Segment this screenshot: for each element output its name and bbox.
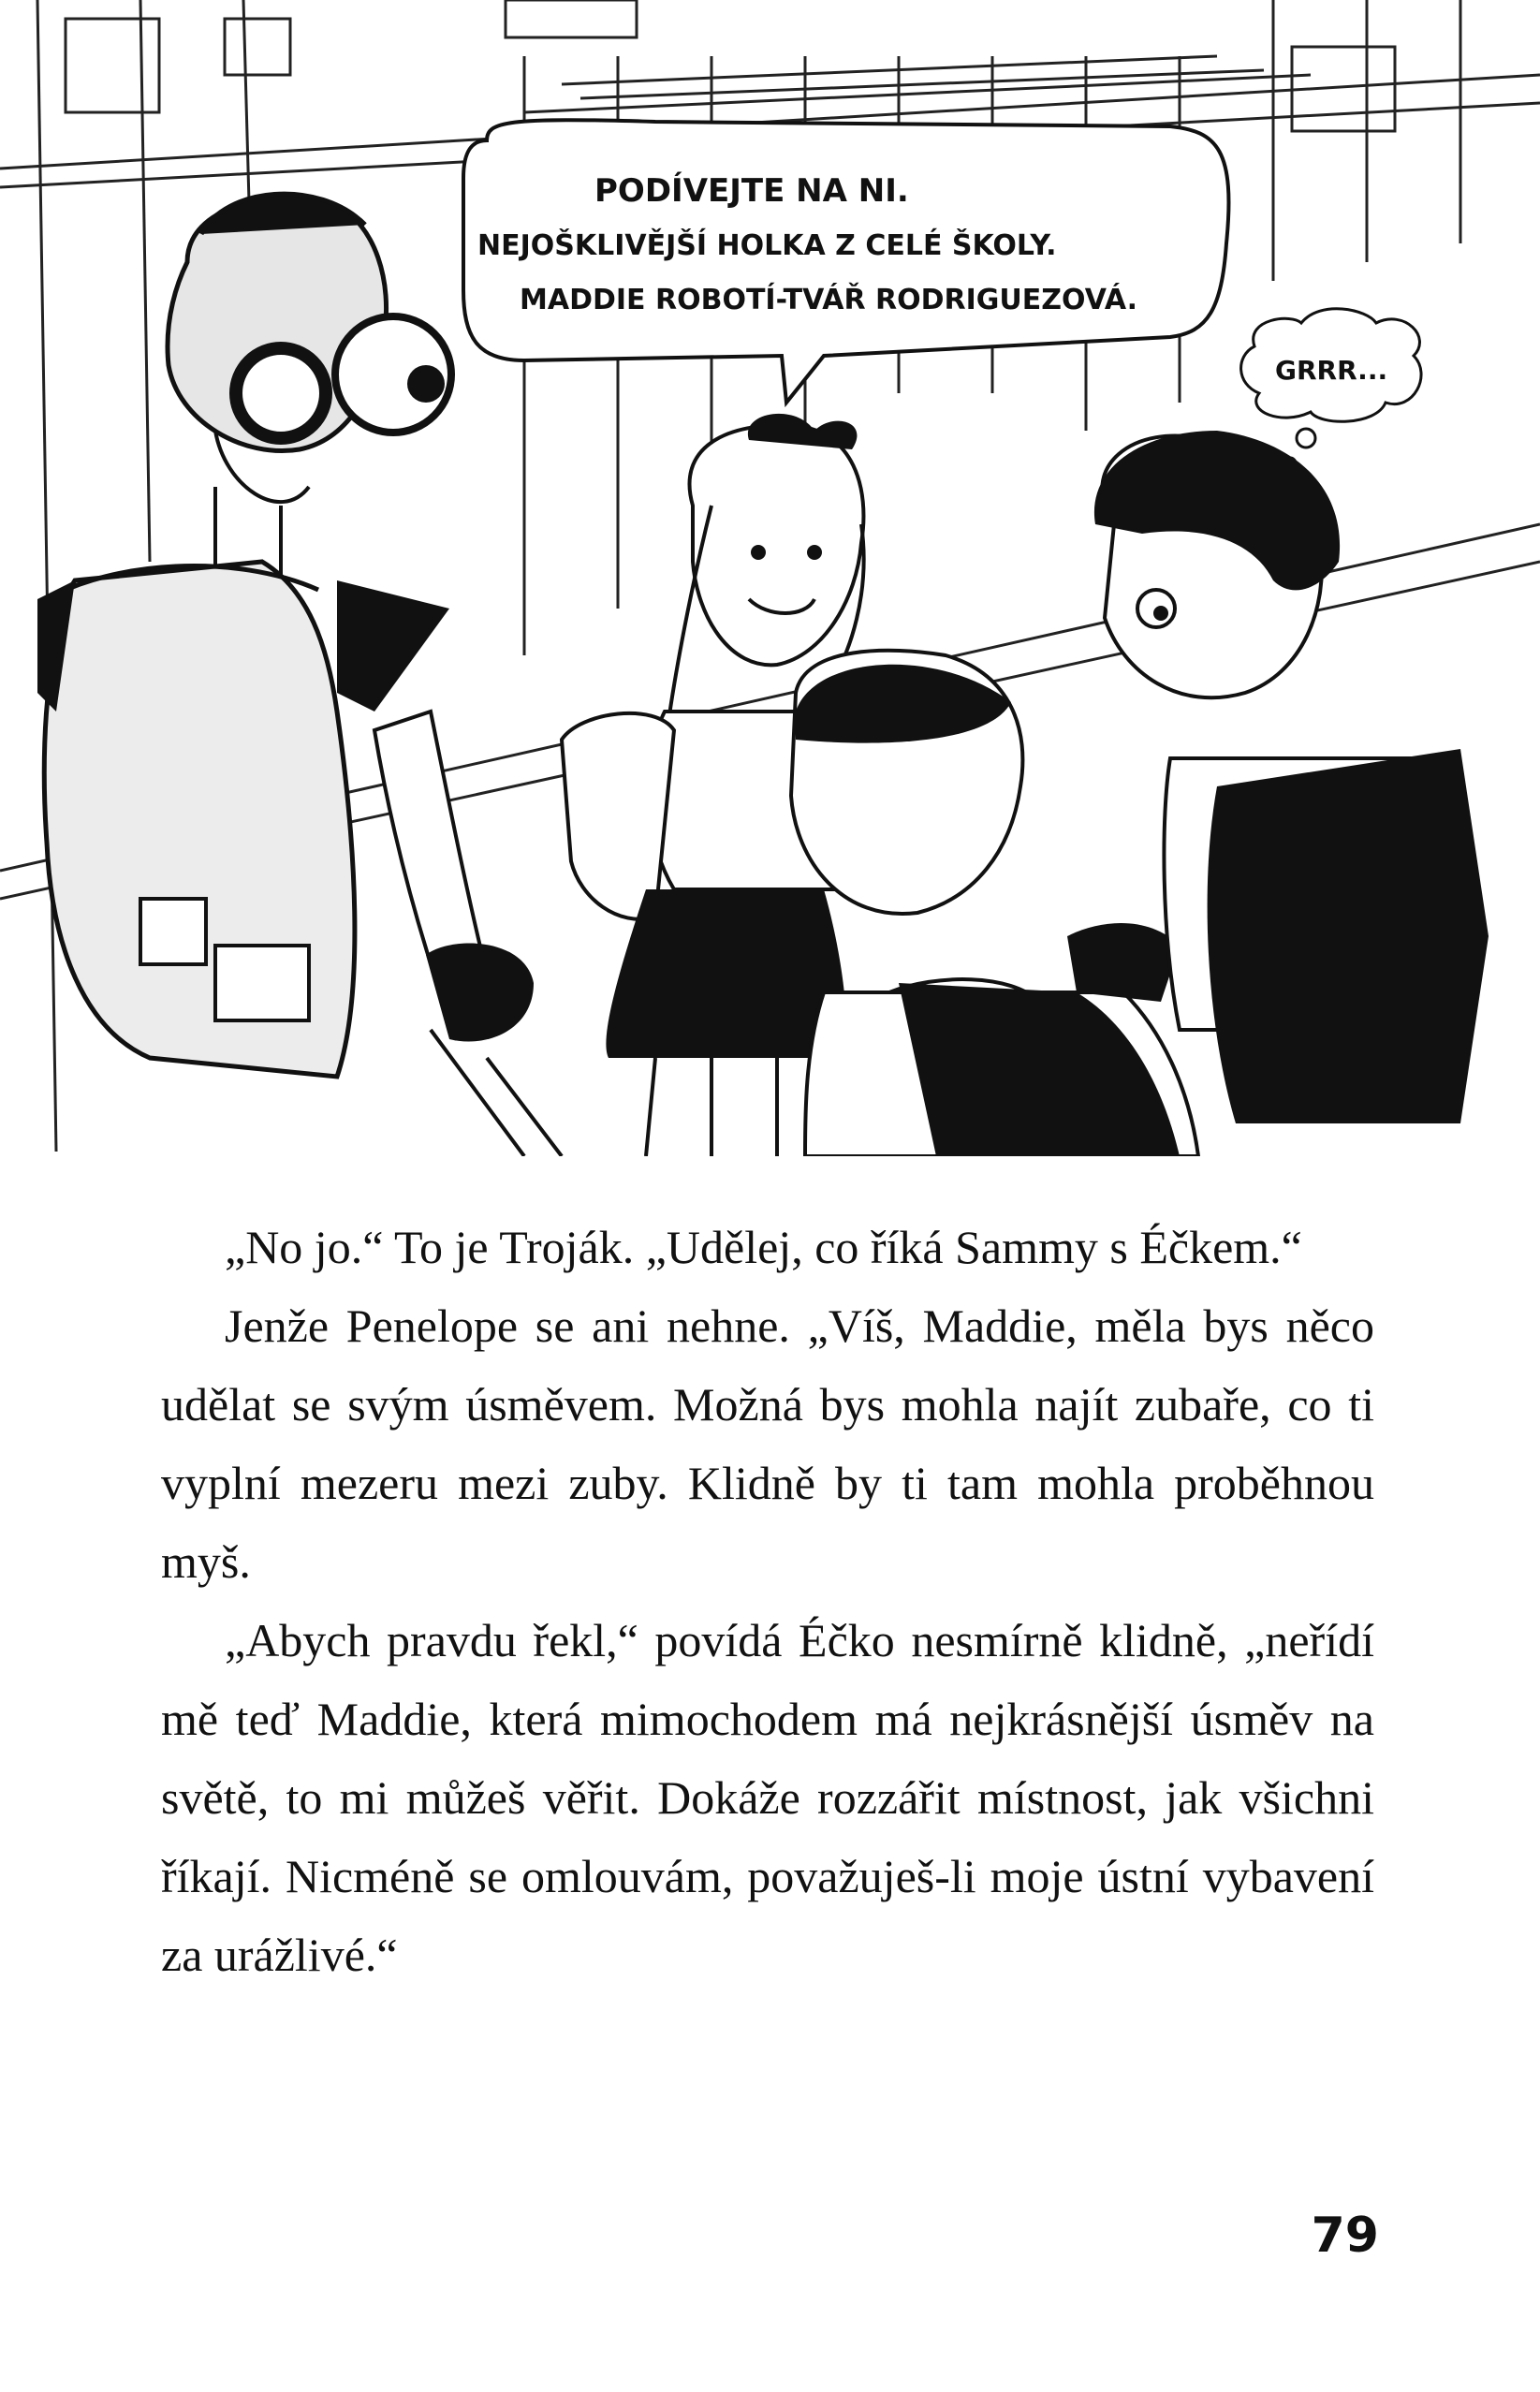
speech-line-3: MADDIE ROBOTÍ-TVÁŘ RODRIGUEZOVÁ. [520,284,1138,316]
speech-line-1: PODÍVEJTE NA NI. [594,172,909,210]
page-number: 79 [1311,2208,1379,2264]
paragraph-1: „No jo.“ To je Troják. „Udělej, co říká Sammy s Éčkem.“ [225,1221,1302,1273]
paragraph-3: „Abych pravdu řekl,“ povídá Éčko nesmírně klidně, „neřídí mě teď Maddie, která mimochodem má nejkrásnější úsměv na světě, to mi můžeš věřit. Dokáže rozzářit místnost, jak všichni říkají. Nicméně se omlouvám, považuješ-li moje ústní vybavení za urážlivé.“ [161,1614,1374,1981]
paragraph-2: Jenže Penelope se ani nehne. „Víš, Maddie, měla bys něco udělat se svým úsměvem. Možná bys mohla najít zubaře, co ti vyplní mezeru mezi zuby. Klidně by ti tam mohla proběhnou myš. [161,1299,1374,1588]
thought-text: GRRR... [1275,355,1388,386]
speech-line-2: NEJOŠKLIVĚJŠÍ HOLKA Z CELÉ ŠKOLY. [477,229,1057,262]
speech-bubble [463,120,1229,403]
hallway-scene [0,0,1540,1156]
boy-back-character [791,651,1198,1156]
story-text [161,1208,1374,1994]
comic-illustration [0,0,1540,1156]
boy-side-character [1094,431,1489,1123]
